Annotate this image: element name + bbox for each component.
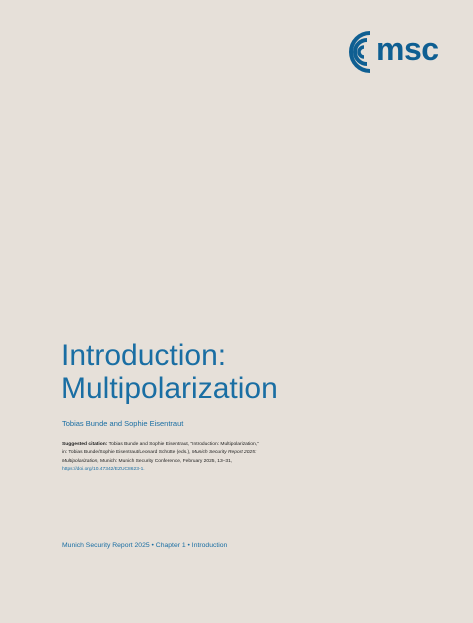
chapter-title-line1: Introduction: — [61, 339, 227, 372]
citation-line-3 — [62, 458, 312, 466]
authors-byline: Tobias Bunde and Sophie Eisentraut — [62, 419, 184, 428]
citation-line-2 — [62, 449, 312, 457]
citation-report-subtitle: Multipolarization, — [62, 458, 99, 464]
citation-lead: Suggested citation: — [62, 442, 108, 447]
citation-line3-text: Munich: Munich Security Conference, February 2025, 13–31, — [98, 458, 233, 464]
citation-line-1 — [62, 441, 312, 449]
report-footer: Munich Security Report 2025 • Chapter 1 • Introduction — [62, 542, 228, 549]
suggested-citation — [62, 441, 312, 475]
citation-doi-link[interactable]: https://doi.org/10.47342/EZUC8623-1. — [62, 467, 145, 473]
citation-report-title: Munich Security Report 2025: — [191, 450, 257, 456]
citation-line2-text: in: Tobias Bunde/Sophie Eisentraut/Leonard Schütte (eds.), — [62, 450, 192, 456]
logo-wordmark: msc — [376, 31, 439, 67]
chapter-title — [61, 339, 441, 405]
msc-logo-icon — [338, 26, 378, 78]
chapter-title-line2: Multipolarization — [61, 372, 278, 405]
citation-line1-text: Tobias Bunde and Sophie Eisentraut, “Introduction: Multipolarization,” — [107, 442, 259, 447]
msc-logo — [338, 26, 448, 78]
